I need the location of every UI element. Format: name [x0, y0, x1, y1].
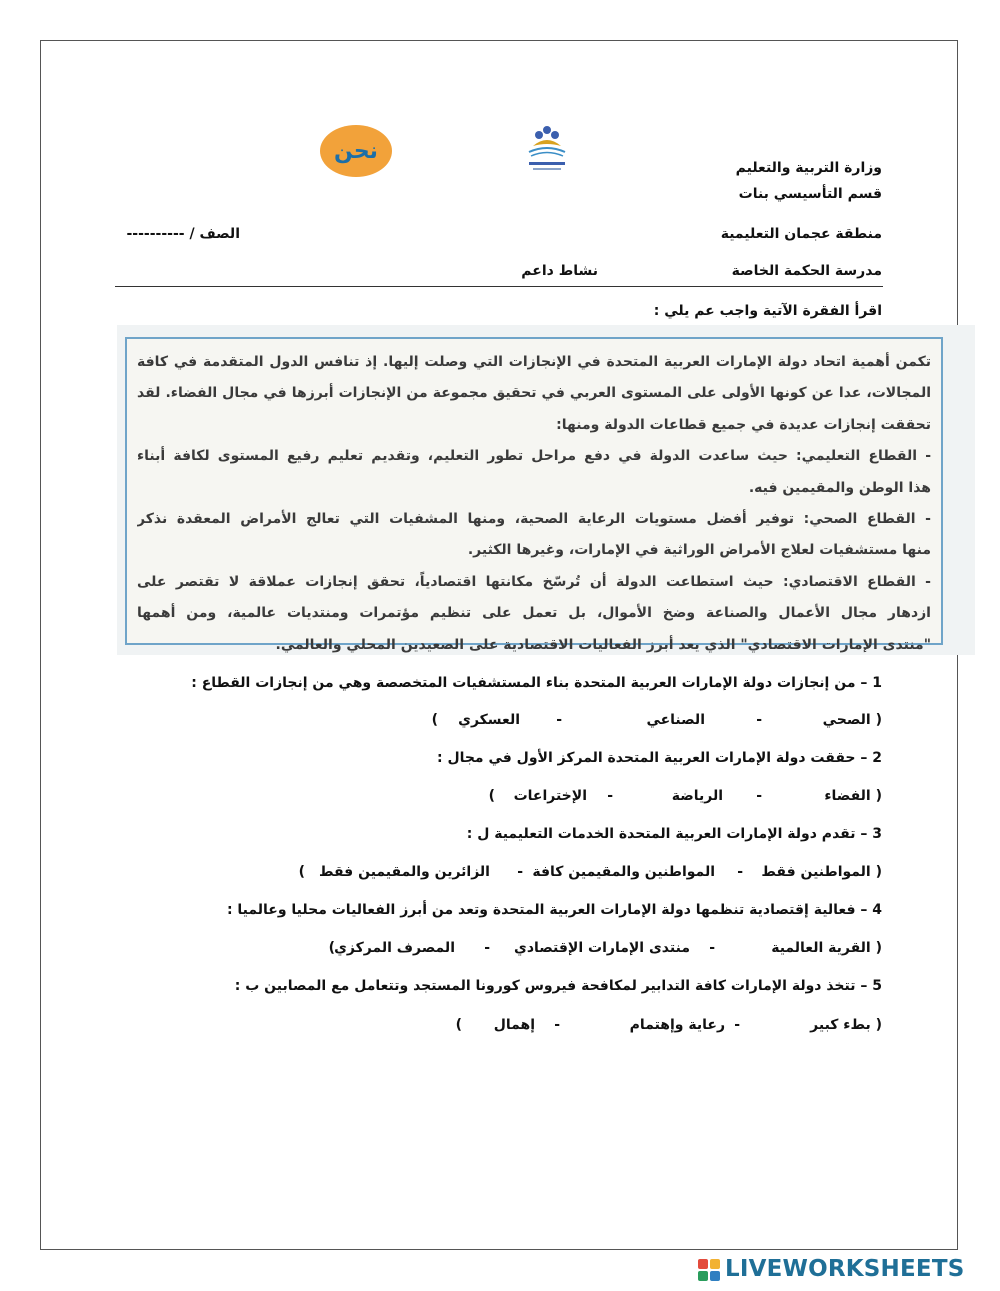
passage-line: المجالات، عدا عن كونها الأولى على المستوى العربي في تحقيق مجموعة من الإنجازات أبرزها في مجال الفضاء. لقد [137, 385, 931, 402]
header-divider [115, 286, 883, 287]
zone-name: منطقة عجمان التعليمية [720, 226, 882, 242]
option-4-c[interactable]: المصرف المركزي [334, 940, 455, 956]
ministry-name: وزارة التربية والتعليم [735, 160, 882, 176]
option-separator: - [484, 940, 490, 956]
option-separator: - [756, 788, 762, 804]
option-3-b[interactable]: المواطنين والمقيمين كافة [532, 864, 715, 880]
question-3-options [0, 864, 1000, 884]
option-separator: - [607, 788, 613, 804]
nahnu-logo [320, 125, 392, 177]
option-5-b[interactable]: رعاية وإهتمام [629, 1017, 725, 1033]
department-name: قسم التأسيسي بنات [738, 186, 882, 202]
option-separator: - [734, 1017, 740, 1033]
option-separator: - [709, 940, 715, 956]
nahnu-logo-text: نحن [334, 138, 378, 164]
passage-line: - القطاع الصحي: توفير أفضل مستويات الرعاية الصحية، ومنها المشفيات التي تعالج الأمراض المعقدة نذكر [137, 511, 931, 528]
passage-line: تحققت إنجازات عديدة في جميع قطاعات الدولة ومنها: [556, 416, 931, 433]
school-name: مدرسة الحكمة الخاصة [731, 263, 882, 279]
option-2-a[interactable]: ( الفضاء [824, 788, 882, 804]
question-1-options [0, 712, 1000, 732]
passage-box [125, 337, 943, 653]
activity-label: نشاط داعم [521, 263, 598, 279]
question-4-options [0, 940, 1000, 960]
option-separator: - [554, 1017, 560, 1033]
option-close: ) [455, 1017, 462, 1033]
option-2-c[interactable]: الإختراعات [513, 788, 587, 804]
passage-image [117, 325, 975, 655]
class-field[interactable]: الصف / ---------- [126, 226, 240, 242]
passage-line: هذا الوطن والمقيمين فيه. [748, 479, 931, 496]
option-5-c[interactable]: إهمال [493, 1017, 535, 1033]
liveworksheets-brand: LIVEWORKSHEETS [725, 1256, 965, 1282]
passage-line: ازدهار مجال الأعمال والصناعة وضخ الأموال، بل تعمل على تنظيم مؤتمرات ومنتديات عالمية، ومن أهمها [137, 605, 931, 622]
option-1-b[interactable]: الصناعي [646, 712, 705, 728]
instruction: اقرأ الفقرة الآتية واجب عم يلي : [653, 303, 882, 319]
option-3-c[interactable]: الزائرين والمقيمين فقط [318, 864, 490, 880]
question-5: 5 – تتخذ دولة الإمارات كافة التدابير لمكافحة فيروس كورونا المستجد وتتعامل مع المصابين ب : [234, 978, 882, 994]
passage-line: منها مستشفيات لعلاج الأمراض الوراثية في الإمارات، وغيرها الكثير. [467, 542, 931, 559]
passage-line: - القطاع التعليمي: حيث ساعدت الدولة في دفع مراحل تطور التعليم، وتقديم تعليم رفيع المستوى لكافة أبناء [137, 448, 931, 465]
option-separator: - [737, 864, 743, 880]
liveworksheets-logo-icon [697, 1258, 721, 1282]
question-1: 1 – من إنجازات دولة الإمارات العربية المتحدة بناء المستشفيات المتخصصة وهي من إنجازات القطاع : [191, 675, 882, 691]
option-close: ) [488, 788, 495, 804]
school-logo [513, 116, 581, 180]
option-close: ) [298, 864, 305, 880]
question-2-options [0, 788, 1000, 808]
option-separator: - [556, 712, 562, 728]
liveworksheets-footer[interactable] [697, 1253, 993, 1287]
passage-line: تكمن أهمية اتحاد دولة الإمارات العربية المتحدة في الإنجازات التي وصلت إليها. إذ تنافس الدول المتقدمة في كافة [137, 354, 931, 370]
passage-line: - القطاع الاقتصادي: حيث استطاعت الدولة أن تُرسّخ مكانتها اقتصادياً، تحقق إنجازات عملاقة لا تقتصر على [137, 573, 931, 590]
option-separator: - [517, 864, 523, 880]
option-2-b[interactable]: الرياضة [671, 788, 723, 804]
option-separator: - [756, 712, 762, 728]
question-4: 4 – فعالية إقتصادية تنظمها دولة الإمارات العربية المتحدة وتعد من أبرز الفعاليات محليا وعالميا : [226, 902, 882, 918]
question-5-options [0, 1017, 1000, 1037]
option-4-b[interactable]: منتدى الإمارات الإقتصادي [513, 940, 690, 956]
question-2: 2 – حققت دولة الإمارات العربية المتحدة المركز الأول في مجال : [436, 750, 882, 766]
option-close: ) [431, 712, 438, 728]
option-1-c[interactable]: العسكري [458, 712, 520, 728]
option-1-a[interactable]: ( الصحي [822, 712, 882, 728]
question-3: 3 – تقدم دولة الإمارات العربية المتحدة الخدمات التعليمية ل : [466, 826, 882, 842]
option-close: ) [328, 940, 335, 956]
passage-line: "منتدى الإمارات الاقتصادي" الذي يعد أبرز الفعاليات الاقتصادية على الصعيدين المحلي والعالمي. [275, 636, 931, 653]
option-5-a[interactable]: ( بطء كبير [810, 1017, 882, 1033]
option-3-a[interactable]: ( المواطنين فقط [761, 864, 882, 880]
option-4-a[interactable]: ( القرية العالمية [771, 940, 882, 956]
